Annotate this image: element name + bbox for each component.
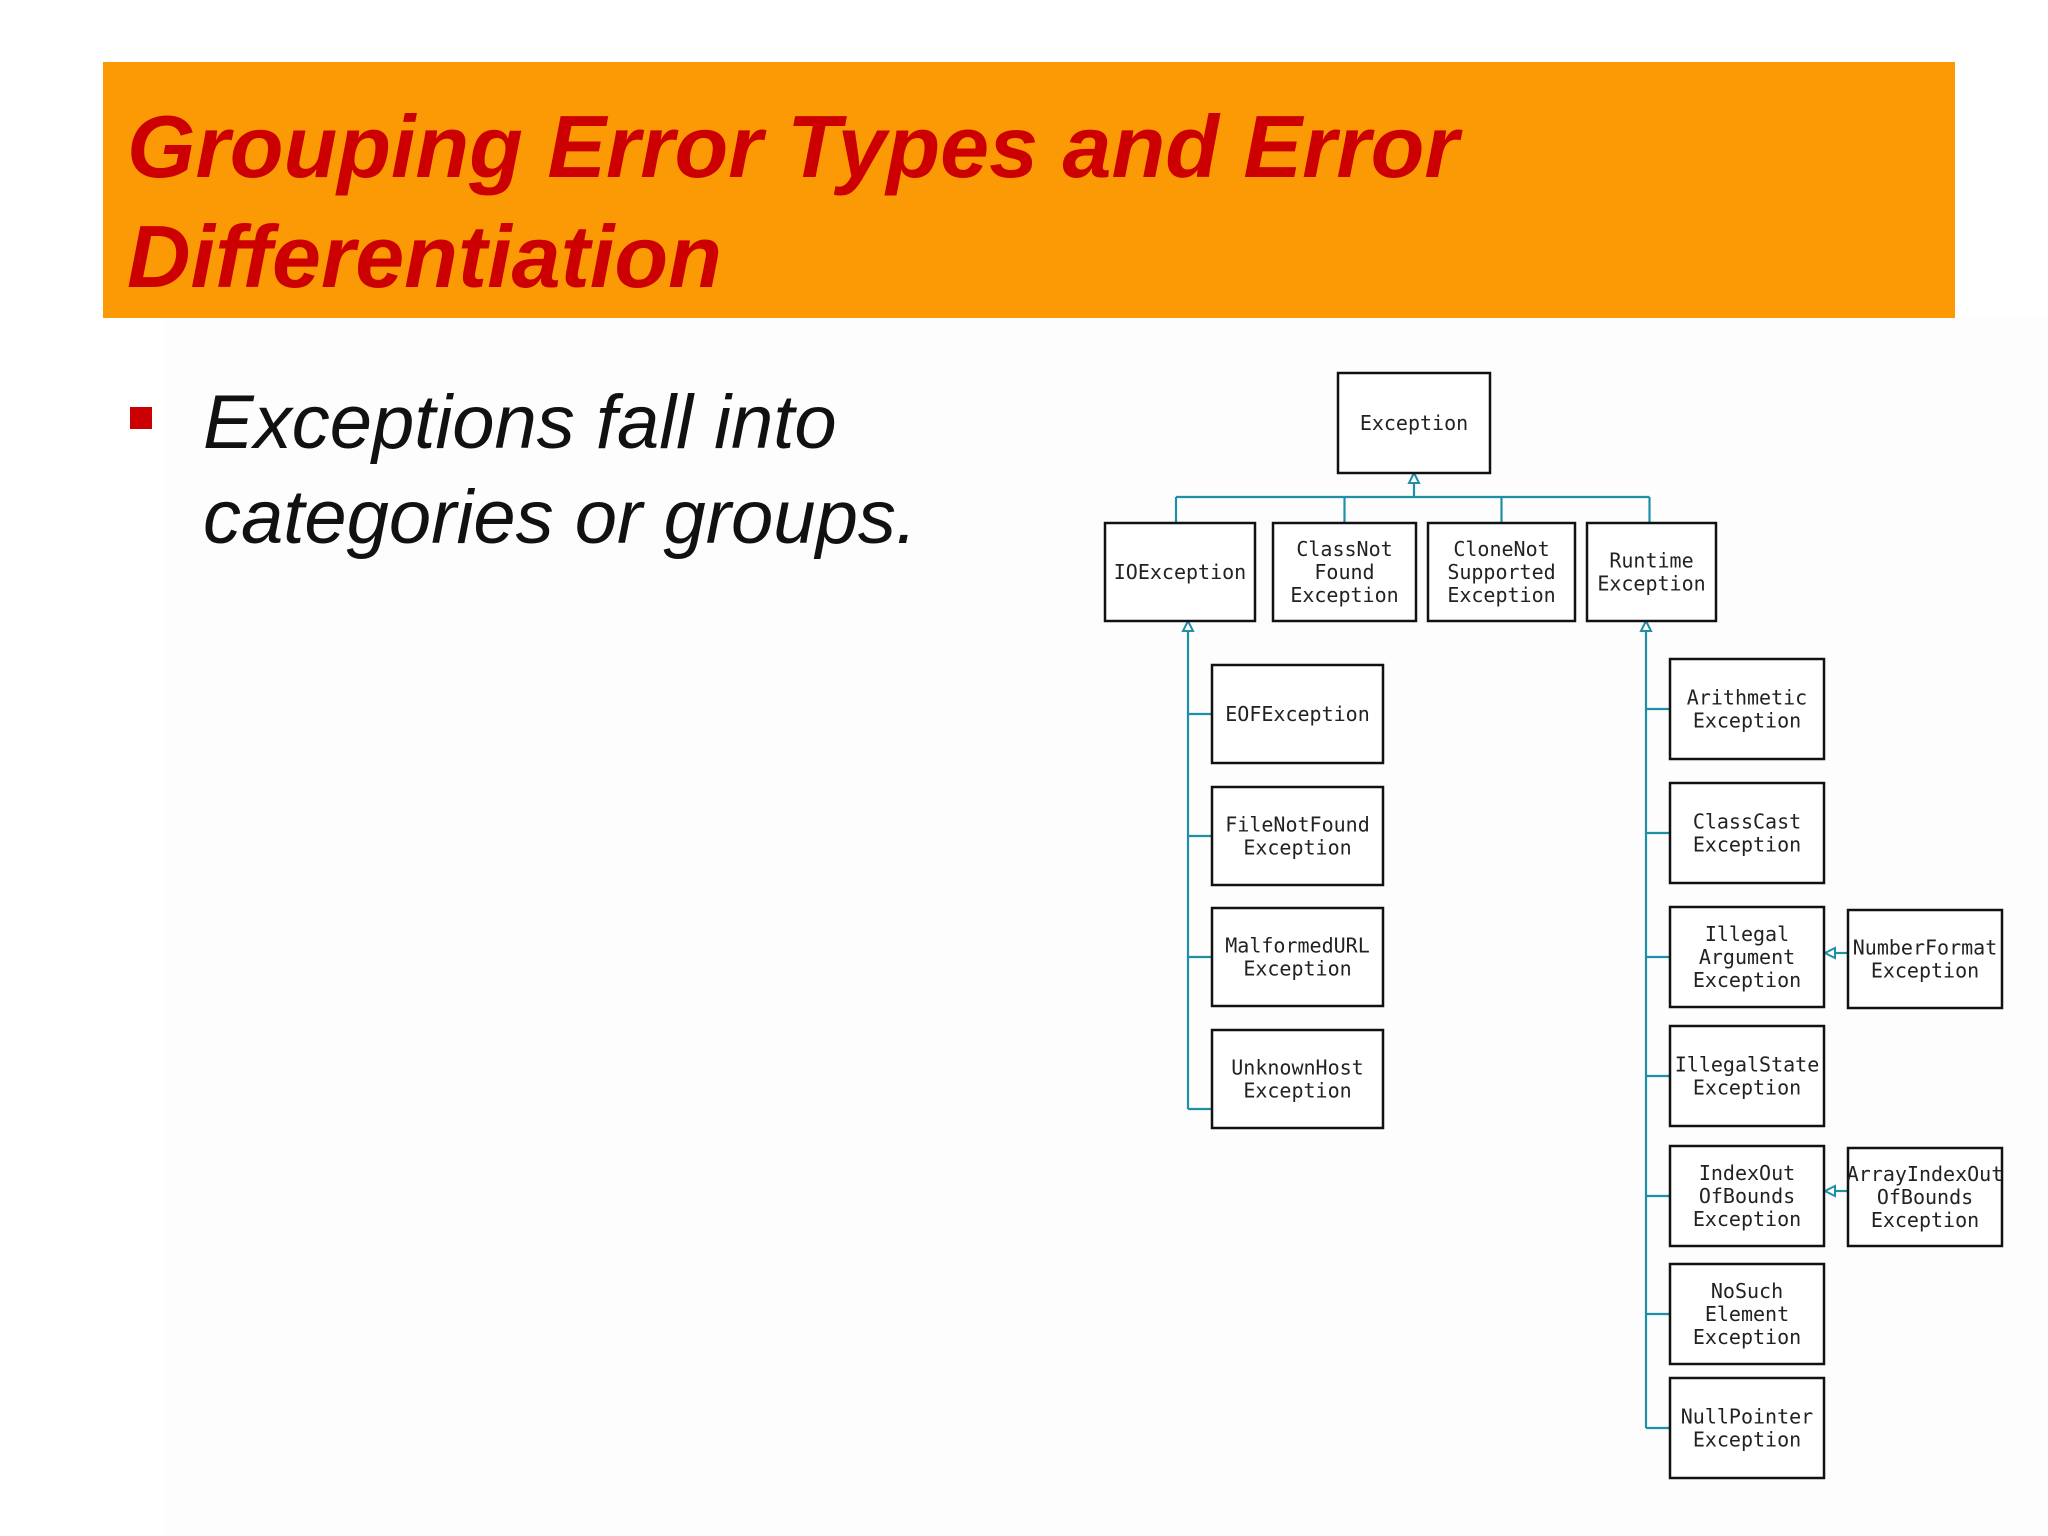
runtime-child-node-label-line: IndexOut bbox=[1698, 1161, 1796, 1185]
numberformat-exception-node-label-line: NumberFormat bbox=[1852, 935, 1998, 960]
bullet-line-2: categories or groups. bbox=[203, 475, 917, 560]
ioexception-node-label-line: IOException bbox=[1113, 560, 1247, 584]
subclass-arrowhead bbox=[1825, 1186, 1835, 1196]
clonenotsupported-exception-node bbox=[1428, 523, 1575, 621]
io-child-node-label-line: FileNotFound bbox=[1225, 812, 1370, 837]
runtime-child-node-label-line: Exception bbox=[1692, 1207, 1802, 1231]
classnotfound-exception-node-label-line: ClassNot bbox=[1296, 537, 1393, 561]
classnotfound-exception-node bbox=[1273, 523, 1416, 621]
runtime-child-node-label-line: Exception bbox=[1692, 708, 1802, 733]
runtime-child-node bbox=[1670, 783, 1824, 883]
exception-node-label-line: Exception bbox=[1359, 411, 1469, 435]
io-child-node-label-line: Exception bbox=[1243, 835, 1352, 860]
runtime-child-node-label-line: Exception bbox=[1692, 1075, 1802, 1100]
runtime-child-node-label-line: Arithmetic bbox=[1686, 685, 1808, 710]
runtime-child-node-label-line: Argument bbox=[1698, 945, 1796, 969]
io-child-node bbox=[1212, 908, 1383, 1006]
runtime-child-node-label-line: Exception bbox=[1692, 968, 1802, 992]
runtime-arrowhead bbox=[1641, 621, 1651, 631]
arrayindexoutofbounds-exception-node-label-line: ArrayIndexOut bbox=[1846, 1162, 2004, 1186]
runtime-child-node bbox=[1670, 659, 1824, 759]
runtime-child-node bbox=[1670, 1378, 1824, 1478]
runtime-child-node-label-line: OfBounds bbox=[1698, 1184, 1796, 1208]
clonenotsupported-exception-node-label-line: Supported bbox=[1447, 560, 1556, 584]
bullet-line-1: Exceptions fall into bbox=[203, 380, 837, 465]
io-child-node-label-line: UnknownHost bbox=[1231, 1055, 1364, 1080]
ioexception-node bbox=[1105, 523, 1255, 621]
classnotfound-exception-node-label-line: Found bbox=[1314, 560, 1375, 584]
runtime-child-node-label-line: Element bbox=[1704, 1302, 1790, 1326]
io-child-node-label-line: Exception bbox=[1243, 1078, 1352, 1103]
io-child-node-label-line: MalformedURL bbox=[1225, 933, 1370, 958]
io-child-node bbox=[1212, 1030, 1383, 1128]
runtime-child-node-label-line: Exception bbox=[1692, 1427, 1802, 1452]
runtime-child-node-label-line: NoSuch bbox=[1710, 1279, 1784, 1303]
numberformat-exception-node-label-line: Exception bbox=[1870, 958, 1980, 983]
runtime-child-node-label-line: ClassCast bbox=[1692, 809, 1802, 834]
runtime-child-node bbox=[1670, 1264, 1824, 1364]
runtime-child-node bbox=[1670, 907, 1824, 1007]
io-child-node-label-line: Exception bbox=[1243, 956, 1352, 981]
io-child-node bbox=[1212, 665, 1383, 763]
io-child-node bbox=[1212, 787, 1383, 885]
clonenotsupported-exception-node-label-line: Exception bbox=[1447, 583, 1556, 607]
runtime-child-node-label-line: Illegal bbox=[1704, 922, 1790, 946]
runtime-child-node-label-line: IllegalState bbox=[1674, 1052, 1820, 1077]
arrayindexoutofbounds-exception-node bbox=[1847, 1148, 2004, 1246]
runtime-child-node bbox=[1670, 1026, 1824, 1126]
runtime-child-node-label-line: Exception bbox=[1692, 1325, 1802, 1349]
arrayindexoutofbounds-exception-node-label-line: OfBounds bbox=[1876, 1185, 1974, 1209]
numberformat-exception-node bbox=[1848, 910, 2002, 1008]
nodes bbox=[1105, 373, 2003, 1478]
runtime-child-node-label-line: NullPointer bbox=[1680, 1404, 1814, 1429]
slide-title-line-2: Differentiation bbox=[127, 207, 722, 306]
runtime-child-node-label-line: Exception bbox=[1692, 832, 1802, 857]
runtime-exception-node bbox=[1587, 523, 1716, 621]
clonenotsupported-exception-node-label-line: CloneNot bbox=[1453, 537, 1550, 561]
runtime-child-node bbox=[1670, 1146, 1824, 1246]
runtime-exception-node-label-line: Runtime bbox=[1609, 548, 1694, 573]
classnotfound-exception-node-label-line: Exception bbox=[1290, 583, 1399, 607]
arrayindexoutofbounds-exception-node-label-line: Exception bbox=[1870, 1208, 1980, 1232]
subclass-arrowhead bbox=[1825, 948, 1835, 958]
slide-title-line-1: Grouping Error Types and Error bbox=[127, 97, 1459, 196]
root-arrowhead bbox=[1409, 473, 1419, 483]
exception-node bbox=[1338, 373, 1490, 473]
runtime-exception-node-label-line: Exception bbox=[1597, 571, 1706, 596]
io-arrowhead bbox=[1183, 621, 1193, 631]
io-child-node-label-line: EOFException bbox=[1225, 702, 1370, 726]
